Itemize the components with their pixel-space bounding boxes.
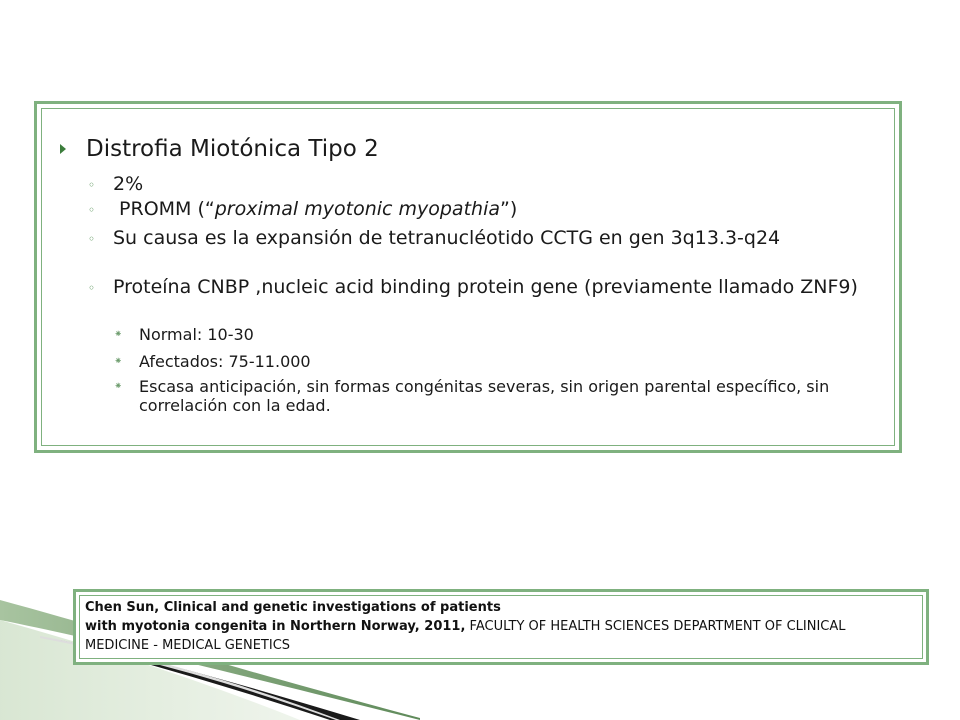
list-item-text: Su causa es la expansión de tetranucléotido CCTG en gen 3q13.3-q24: [113, 227, 781, 249]
list-item-text: 2%: [113, 173, 144, 195]
list-item-text-suffix: ”): [500, 198, 518, 220]
citation-text: [85, 598, 905, 655]
circle-bullet-icon: ◦: [88, 203, 96, 217]
sub-list-item: [114, 377, 894, 415]
circle-bullet-icon: ◦: [88, 178, 96, 192]
star-bullet-icon: ⁕: [114, 356, 123, 367]
sub-list-item-text: Escasa anticipación, sin formas congénitas severas, sin origen parental específico, sin correlación con la edad.: [139, 377, 830, 415]
list-item: [88, 277, 888, 297]
list-item-text: [113, 199, 888, 219]
circle-bullet-icon: ◦: [88, 281, 96, 295]
arrow-bullet-icon: [60, 144, 66, 154]
citation-line-2-bold: with myotonia congenita in Northern Norway, 2011,: [85, 619, 466, 634]
star-bullet-icon: ⁕: [114, 381, 123, 392]
citation-line-1: Chen Sun, Clinical and genetic investigations of patients: [85, 600, 501, 615]
list-item: [88, 228, 888, 248]
circle-bullet-icon: ◦: [88, 232, 96, 246]
star-bullet-icon: ⁕: [114, 329, 123, 340]
list-item-text: Proteína CNBP ,nucleic acid binding protein gene (previamente llamado ZNF9): [113, 276, 858, 298]
sub-list-item-text: Normal: 10-30: [139, 325, 254, 344]
list-item: [88, 199, 888, 219]
heading-bullet: [60, 136, 379, 162]
sub-list-item: [114, 325, 894, 344]
slide-heading: Distrofia Miotónica Tipo 2: [86, 136, 379, 162]
list-item-text-prefix: PROMM (“: [113, 198, 215, 220]
citation-line-2-rest: FACULTY OF HEALTH SCIENCES DEPARTMENT OF CLINICAL MEDICINE - MEDICAL GENETICS: [85, 619, 846, 653]
list-item-text-italic: proximal myotonic myopathia: [214, 198, 500, 220]
list-item: [88, 174, 888, 194]
citation-line-2: [85, 617, 905, 655]
sub-list-item: [114, 352, 894, 371]
sub-list-item-text: Afectados: 75-11.000: [139, 352, 311, 371]
